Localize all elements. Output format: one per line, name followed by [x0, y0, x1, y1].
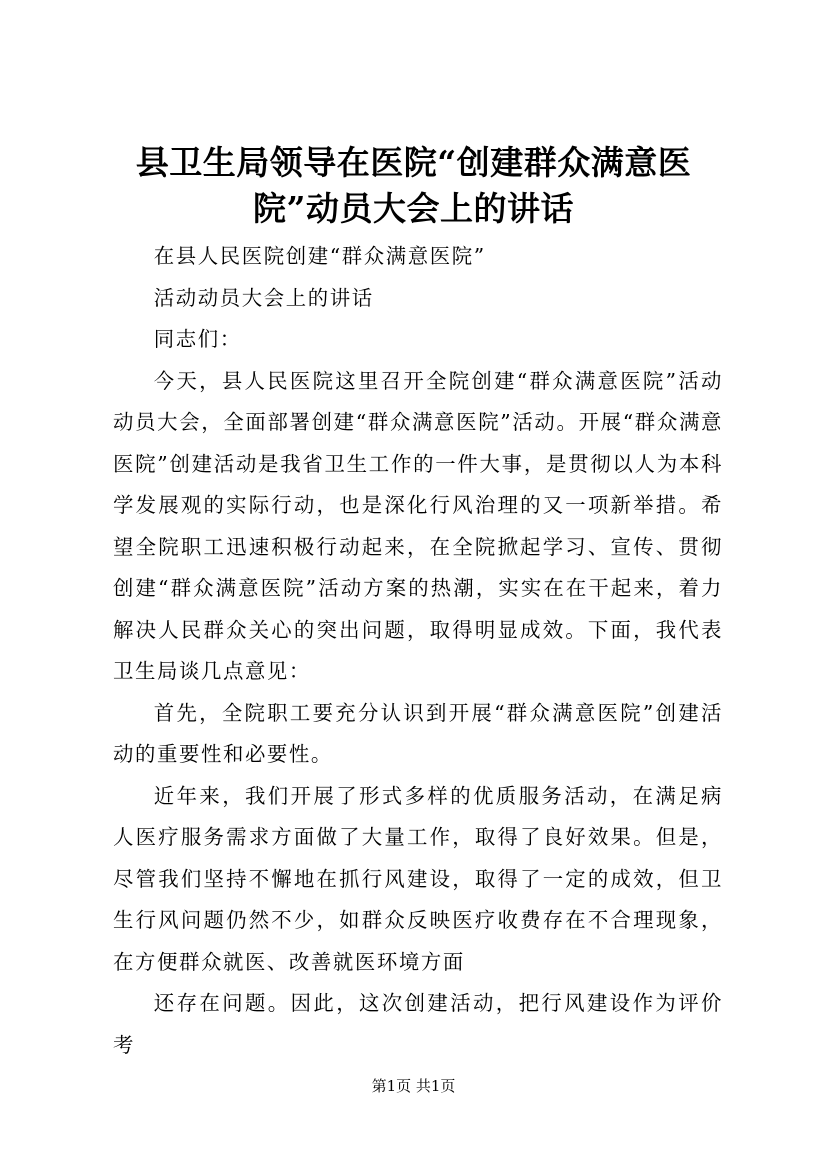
paragraph-first-point: 首先，全院职工要充分认识到开展“群众满意医院”创建活动的重要性和必要性。	[113, 700, 723, 766]
paragraph-salutation: 同志们：	[153, 327, 242, 351]
paragraph-opening: 今天，县人民医院这里召开全院创建“群众满意医院”活动动员大会，全面部署创建“群众满意医院”活动。开展“群众满意医院”创建活动是我省卫生工作的一件大事，是贯彻以人为本科学发展观的实际行动，也是深化行风治理的又一项新举措。希望全院职工迅速积极行动起来，在全院掀起学习、宣传、贯彻创建“群众满意医院”活动方案的热潮，实实在在干起来，着力解决人民群众关心的突出问题，取得明显成效。下面，我代表卫生局谈几点意见：	[113, 368, 723, 683]
paragraph-subtitle-line-2: 活动动员大会上的讲话	[153, 285, 374, 310]
page-number-footer: 第1页 共1页	[371, 1077, 456, 1095]
document-title: 县卫生局领导在医院“创建群众满意医院”动员大会上的讲话	[135, 143, 692, 228]
paragraph-recent-years: 近年来，我们开展了形式多样的优质服务活动，在满足病人医疗服务需求方面做了大量工作，取得了良好效果。但是，尽管我们坚持不懈地在抓行风建设，取得了一定的成效，但卫生行风问题仍然不少，如群众反映医疗收费存在不合理现象，在方便群众就医、改善就医环境方面	[113, 783, 723, 974]
paragraph-continuation: 还存在问题。因此，这次创建活动，把行风建设作为评价考	[113, 991, 723, 1057]
paragraph-subtitle-line-1: 在县人民医院创建“群众满意医院”	[153, 244, 486, 268]
document-body	[113, 236, 723, 1066]
